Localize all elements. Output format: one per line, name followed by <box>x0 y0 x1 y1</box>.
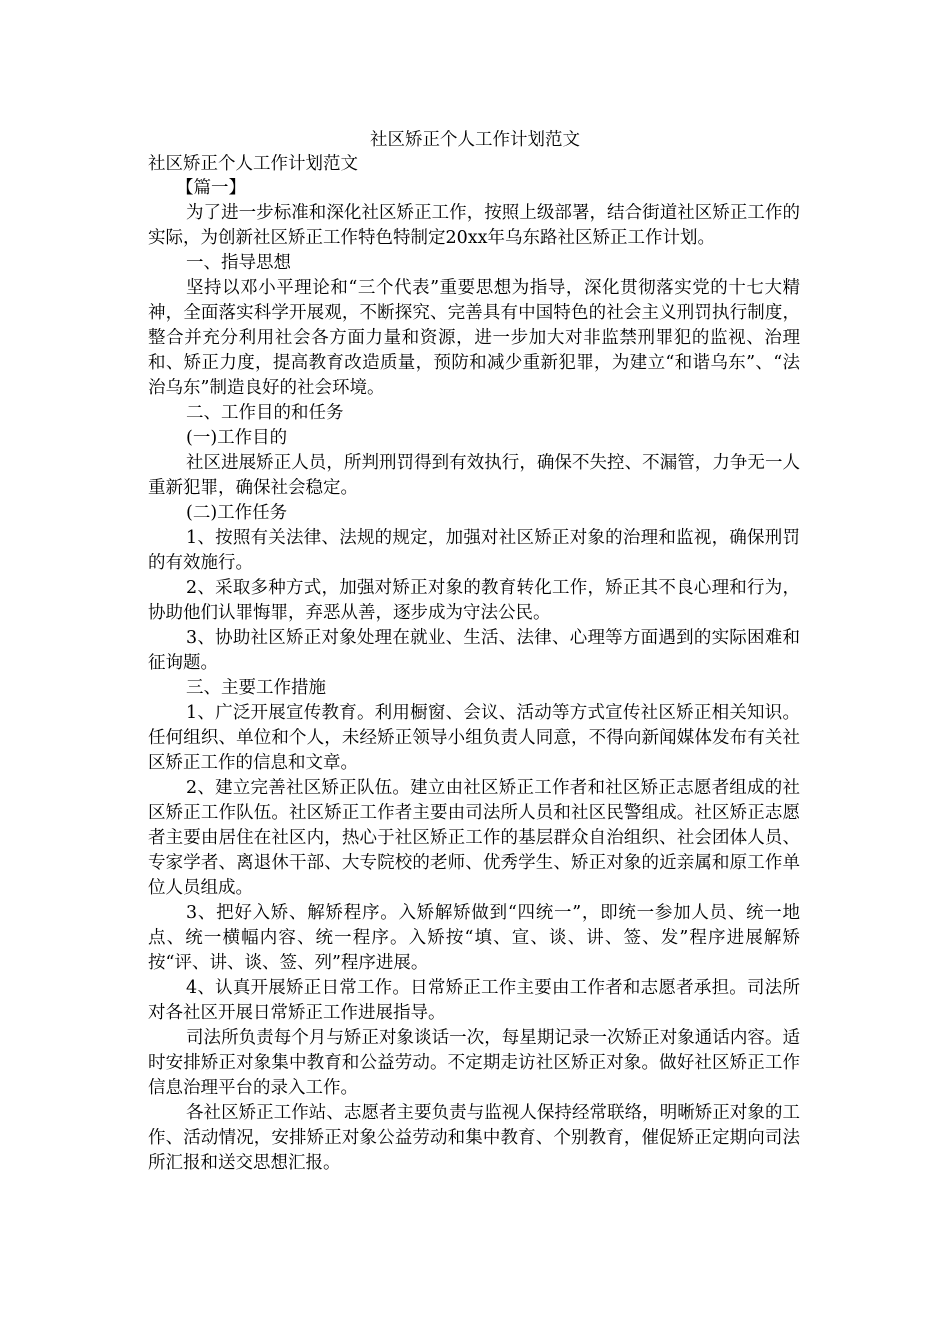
part-label: 【篇一】 <box>176 178 246 198</box>
paragraph: 社区进展矫正人员，所判刑罚得到有效执行，确保不失控、不漏管，力争无一人重新犯罪，确保社会稳定。 <box>148 453 800 498</box>
list-item: 2、采取多种方式，加强对矫正对象的教育转化工作，矫正其不良心理和行为，协助他们认罪悔罪，弃恶从善，逐步成为守法公民。 <box>148 578 800 623</box>
document-title: 社区矫正个人工作计划范文 <box>370 130 580 150</box>
document-subtitle: 社区矫正个人工作计划范文 <box>148 154 358 174</box>
list-item: 1、按照有关法律、法规的规定，加强对社区矫正对象的治理和监视，确保刑罚的有效施行。 <box>148 528 800 573</box>
list-item: 3、协助社区矫正对象处理在就业、生活、法律、心理等方面遇到的实际困难和征询题。 <box>148 628 800 673</box>
section-heading: 一、指导思想 <box>186 253 291 273</box>
document-body <box>148 152 800 1176</box>
subsection-heading: (二)工作任务 <box>186 503 288 523</box>
list-item: 1、广泛开展宣传教育。利用橱窗、会议、活动等方式宣传社区矫正相关知识。任何组织、单位和个人，未经矫正领导小组负责人同意，不得向新闻媒体发布有关社区矫正工作的信息和文章。 <box>148 703 800 773</box>
section-heading: 二、工作目的和任务 <box>186 403 344 423</box>
subsection-heading: (一)工作目的 <box>186 428 288 448</box>
list-item: 4、认真开展矫正日常工作。日常矫正工作主要由工作者和志愿者承担。司法所对各社区开展日常矫正工作进展指导。 <box>148 978 800 1023</box>
paragraph: 司法所负责每个月与矫正对象谈话一次，每星期记录一次矫正对象通话内容。适时安排矫正对象集中教育和公益劳动。不定期走访社区矫正对象。做好社区矫正工作信息治理平台的录入工作。 <box>148 1028 800 1098</box>
paragraph: 坚持以邓小平理论和“三个代表”重要思想为指导，深化贯彻落实党的十七大精神，全面落实科学开展观，不断探究、完善具有中国特色的社会主义刑罚执行制度，整合并充分利用社会各方面力量和资源，进一步加大对非监禁刑罪犯的监视、治理和、矫正力度，提高教育改造质量，预防和减少重新犯罪，为建立“和谐乌东”、“法治乌东”制造良好的社会环境。 <box>148 278 800 398</box>
paragraph: 为了进一步标准和深化社区矫正工作，按照上级部署，结合街道社区矫正工作的实际，为创新社区矫正工作特色特制定20xx年乌东路社区矫正工作计划。 <box>148 203 800 248</box>
section-heading: 三、主要工作措施 <box>186 678 326 698</box>
paragraph: 各社区矫正工作站、志愿者主要负责与监视人保持经常联络，明晰矫正对象的工作、活动情况，安排矫正对象公益劳动和集中教育、个别教育，催促矫正定期向司法所汇报和送交思想汇报。 <box>148 1103 800 1173</box>
list-item: 2、建立完善社区矫正队伍。建立由社区矫正工作者和社区矫正志愿者组成的社区矫正工作队伍。社区矫正工作者主要由司法所人员和社区民警组成。社区矫正志愿者主要由居住在社区内，热心于社区矫正工作的基层群众自治组织、社会团体人员、专家学者、离退休干部、大专院校的老师、优秀学生、矫正对象的近亲属和原工作单位人员组成。 <box>148 778 800 898</box>
list-item: 3、把好入矫、解矫程序。入矫解矫做到“四统一”，即统一参加人员、统一地点、统一横幅内容、统一程序。入矫按“填、宣、谈、讲、签、发”程序进展解矫按“评、讲、谈、签、列”程序进展。 <box>148 903 800 973</box>
